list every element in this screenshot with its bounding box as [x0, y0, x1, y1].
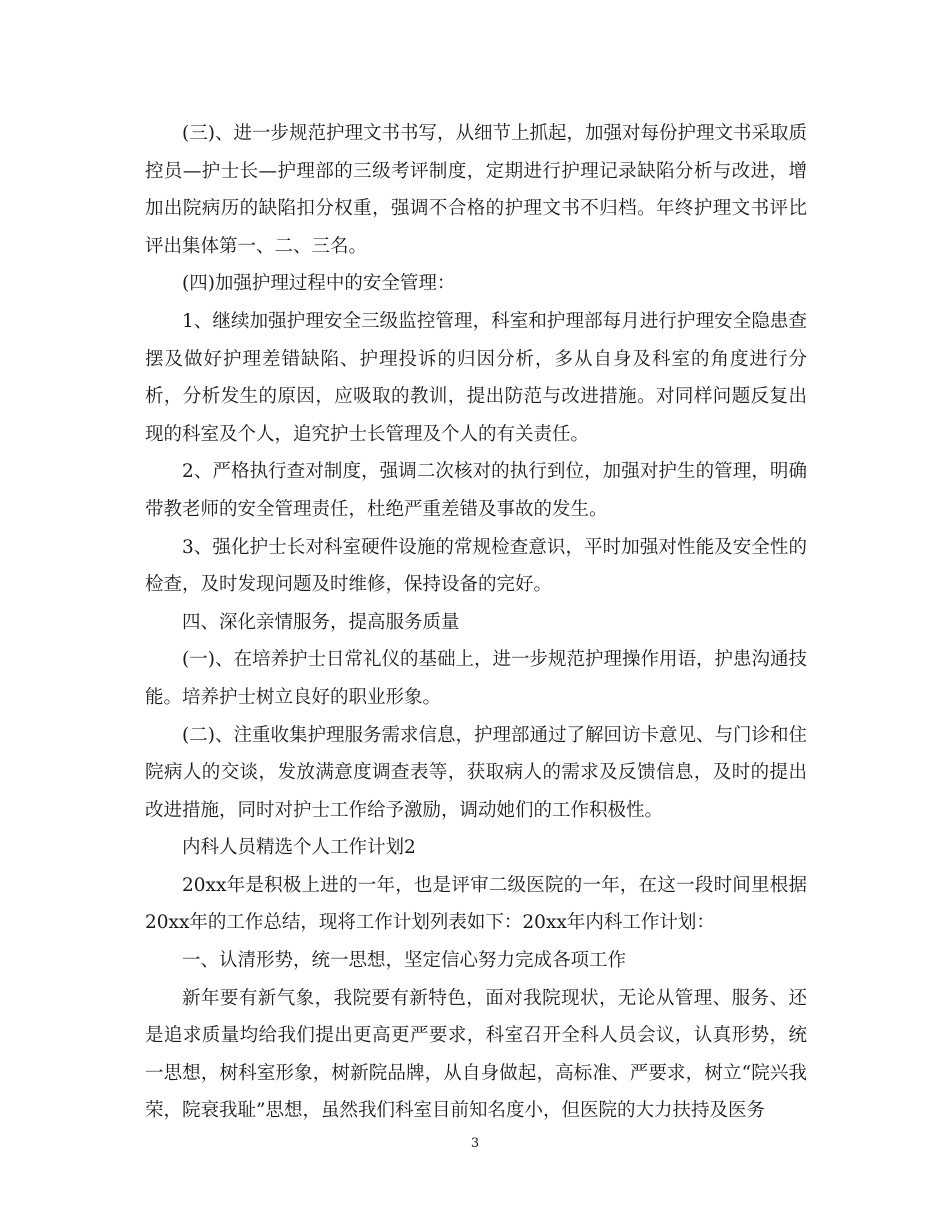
- paragraph-safety-item-1: 1、继续加强护理安全三级监控管理，科室和护理部每月进行护理安全隐患查摆及做好护理差错缺陷、护理投诉的归因分析，多从自身及科室的角度进行分析，分析发生的原因，应吸取的教训，提出防范与改进措施。对同样问题反复出现的科室及个人，追究护士长管理及个人的有关责任。: [145, 310, 807, 445]
- paragraph-new-year: 新年要有新气象，我院要有新特色，面对我院现状，无论从管理、服务、还是追求质量均给我们提出更高更严要求，科室召开全科人员会议，认真形势，统一思想，树科室形象，树新院品牌，从自身做起，高标准、严要求，树立“院兴我荣，院衰我耻”思想，虽然我们科室目前知名度小，但医院的大力扶持及医务: [145, 987, 807, 1122]
- page-number: 3: [470, 1136, 480, 1151]
- paragraph-nursing-documents: (三)、进一步规范护理文书书写，从细节上抓起，加强对每份护理文书采取质控员—护士长—护理部的三级考评制度，定期进行护理记录缺陷分析与改进，增加出院病历的缺陷扣分权重，强调不合格的护理文书不归档。年终护理文书评比评出集体第一、二、三名。: [145, 123, 807, 257]
- paragraph-safety-item-3: 3、强化护士长对科室硬件设施的常规检查意识，平时加强对性能及安全性的检查，及时发现问题及时维修，保持设备的完好。: [145, 536, 807, 596]
- paragraph-intro: 20xx年是积极上进的一年，也是评审二级医院的一年，在这一段时间里根据20xx年的工作总结，现将工作计划列表如下：20xx年内科工作计划：: [145, 874, 807, 934]
- document-subtitle: 内科人员精选个人工作计划2: [182, 837, 416, 859]
- document-body: [145, 115, 807, 1130]
- paragraph-safety-heading: (四)加强护理过程中的安全管理：: [182, 273, 456, 295]
- section-heading-service: 四、深化亲情服务，提高服务质量: [182, 611, 460, 633]
- section-heading-situation: 一、认清形势，统一思想，坚定信心努力完成各项工作: [182, 950, 627, 972]
- paragraph-service-item-2: (二)、注重收集护理服务需求信息，护理部通过了解回访卡意见、与门诊和住院病人的交谈，发放满意度调查表等，获取病人的需求及反馈信息，及时的提出改进措施，同时对护士工作给予激励，调动她们的工作积极性。: [145, 724, 807, 821]
- paragraph-service-item-1: (一)、在培养护士日常礼仪的基础上，进一步规范护理操作用语，护患沟通技能。培养护士树立良好的职业形象。: [145, 649, 807, 708]
- paragraph-safety-item-2: 2、严格执行查对制度，强调二次核对的执行到位，加强对护生的管理，明确带教老师的安全管理责任，杜绝严重差错及事故的发生。: [145, 461, 807, 520]
